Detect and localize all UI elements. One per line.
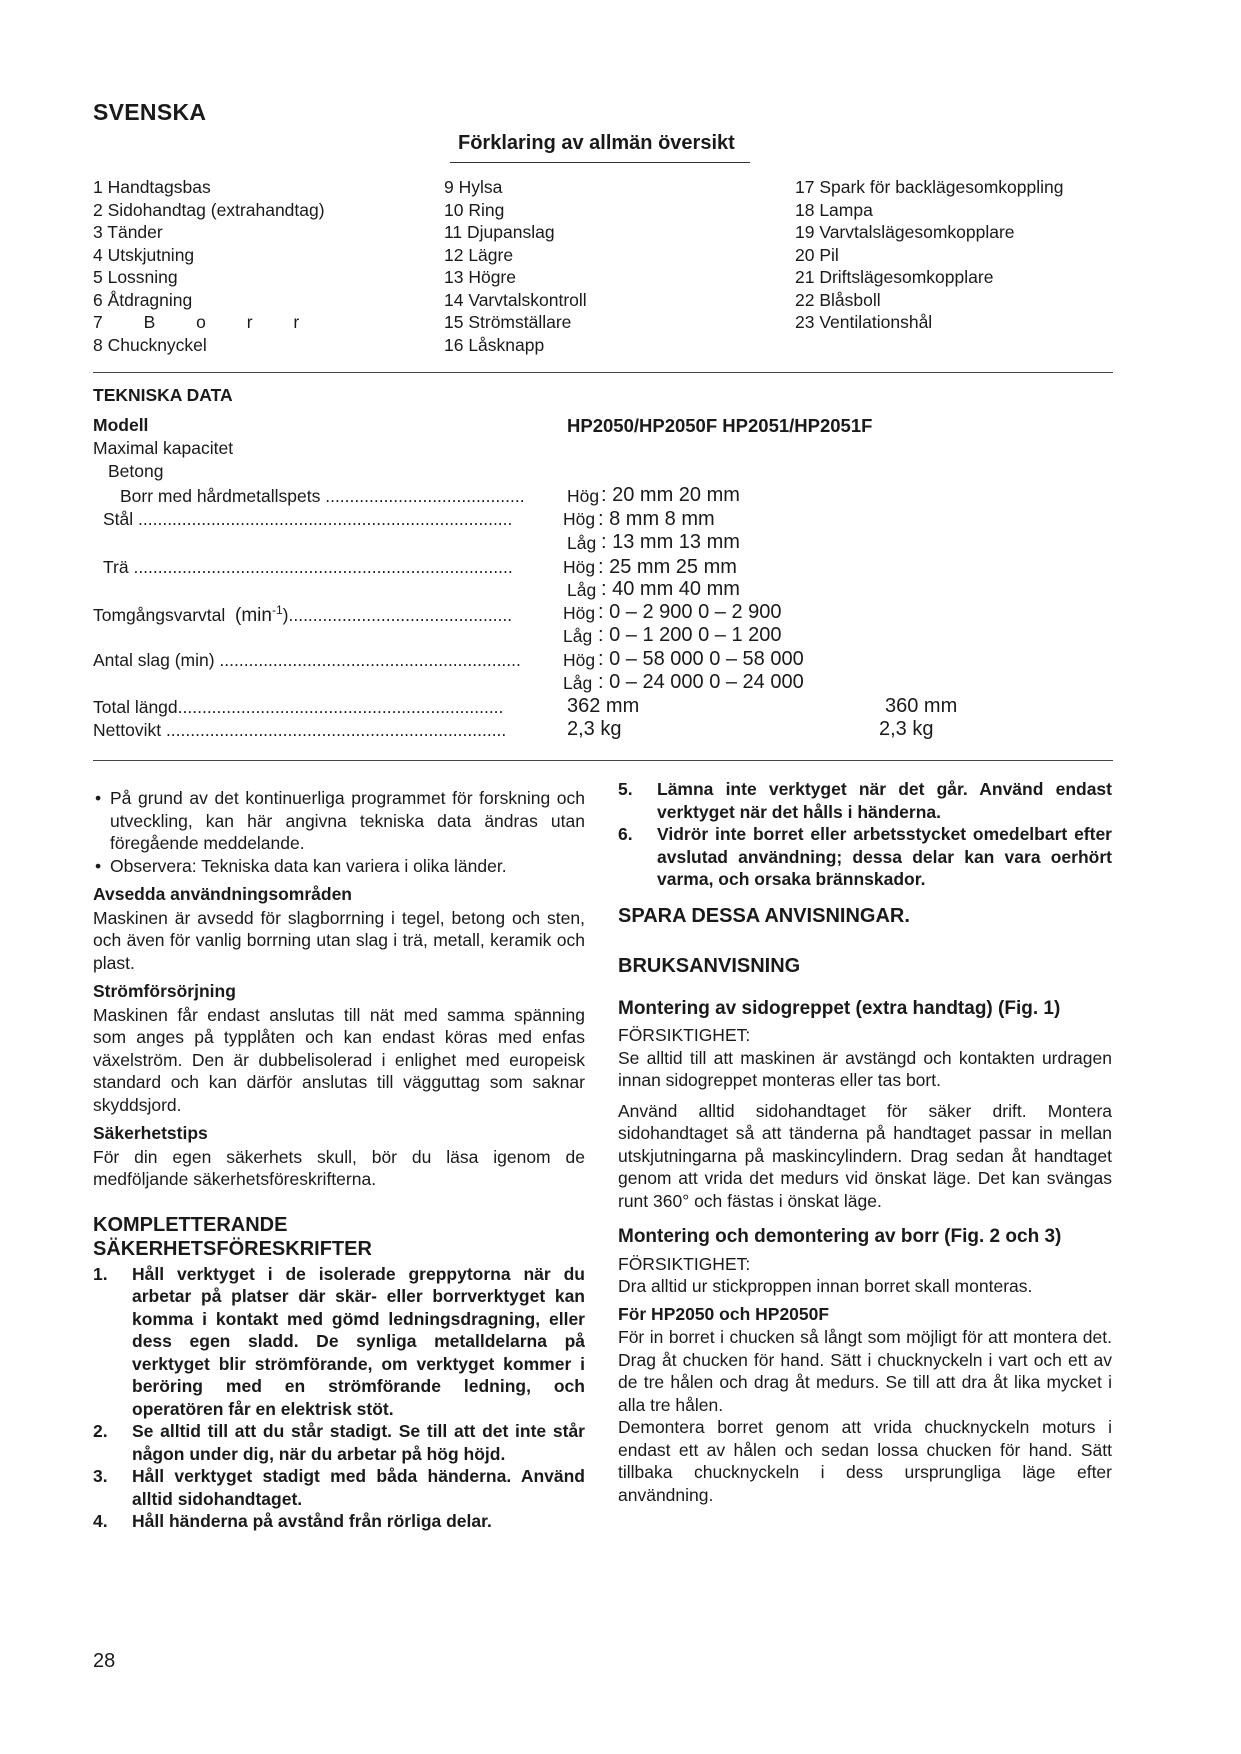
spec-label: Stål ............................................................................. (103, 509, 513, 529)
overview-item: 14 Varvtalskontroll (444, 289, 587, 310)
model-label: Modell (93, 415, 149, 435)
model-subheading: För HP2050 och HP2050F (618, 1303, 830, 1324)
overview-item: 20 Pil (795, 244, 839, 265)
spec-value: : 20 mm 20 mm (601, 484, 740, 506)
overview-item: 9 Hylsa (444, 177, 503, 197)
safety-rule: 6. Vidrör inte borret eller arbetsstycket omedelbart efter avslutad användning; dessa delar kan vara oerhört varma, och orsaka brännskador. (618, 824, 1112, 889)
overview-item: 4 Utskjutning (93, 244, 195, 265)
overview-item: 12 Lägre (444, 244, 514, 265)
bit-installation-title: Montering och demontering av borr (Fig. 2 och 3) (618, 1226, 1062, 1247)
spec-value: : 8 mm 8 mm (598, 508, 715, 530)
spec-mode: Hög (563, 650, 596, 670)
spec-value: 2,3 kg (879, 718, 934, 740)
spec-value: : 25 mm 25 mm (598, 556, 737, 578)
safety-rule: 5. Lämna inte verktyget när det går. Använd endast verktyget när det hålls i händerna. (618, 779, 1112, 822)
additional-safety-title: KOMPLETTERANDE SÄKERHETSFÖRESKRIFTER (93, 1213, 372, 1260)
spec-value: : 0 – 1 200 0 – 1 200 (598, 624, 782, 646)
spec-value: 362 mm (567, 695, 640, 717)
spec-value: : 40 mm 40 mm (601, 578, 740, 600)
divider (93, 760, 1113, 761)
overview-item: 7 B o r r (93, 312, 318, 332)
spec-mode: Låg (563, 626, 593, 646)
side-grip-title: Montering av sidogreppet (extra handtag) (Fig. 1) (618, 997, 1061, 1019)
safety-rule: 2. Se alltid till att du står stadigt. Se till att det inte står någon under dig, när du arbetar på hög höjd. (93, 1421, 585, 1464)
bullet-item: • På grund av det kontinuerliga programmet för forskning och utveckling, kan här angivna tekniska data ändras utan föregående meddelande. (93, 787, 585, 855)
overview-item: 10 Ring (444, 199, 505, 220)
safety-rules-list (93, 1263, 585, 1533)
spec-value: : 13 mm 13 mm (601, 531, 740, 553)
overview-item: 6 Åtdragning (93, 289, 193, 310)
bit-installation-text: För in borret i chucken så långt som möjligt för att montera det. Drag åt chucken för hand. Sätt i chucknyckeln i vart och ett av de tre hålen och drag åt medurs. Se till att dra åt lika mycket i alla tre hålen. (618, 1327, 1112, 1415)
overview-item: 5 Lossning (93, 267, 178, 287)
safety-tips-title: Säkerhetstips (93, 1123, 208, 1143)
overview-item: 16 Låsknapp (444, 334, 545, 355)
section-language-title: SVENSKA (93, 99, 207, 125)
bullet-item: • Observera: Tekniska data kan variera i olika länder. (93, 855, 585, 878)
spec-value: 2,3 kg (567, 718, 622, 740)
specs-heading: TEKNISKA DATA (93, 385, 233, 405)
spec-value: : 0 – 24 000 0 – 24 000 (598, 671, 804, 693)
spec-label: Antal slag (min) .............................................................. (93, 650, 521, 670)
spec-label: Tomgångsvarvtal $(\min^{-1})$.............................................. (93, 603, 513, 626)
spec-mode: Låg (567, 580, 597, 600)
overview-item: 19 Varvtalslägesomkopplare (795, 222, 1015, 242)
spec-label: Total längd................................................................... (93, 697, 504, 717)
save-instructions-heading: SPARA DESSA ANVISNINGAR. (618, 904, 910, 927)
spec-label: Trä .............................................................................. (103, 557, 513, 577)
safety-rule: 3. Håll verktyget stadigt med båda händerna. Använd alltid sidohandtaget. (93, 1466, 585, 1509)
overview-item: 11 Djupanslag (444, 222, 555, 242)
intended-use-text: Maskinen är avsedd för slagborrning i tegel, betong och sten, och även för vanlig borrning utan slag i trä, metall, keramik och plast. (93, 907, 585, 973)
safety-rule: 4. Håll händerna på avstånd från rörliga delar. (93, 1511, 492, 1531)
overview-item: 3 Tänder (93, 222, 163, 242)
overview-item: 15 Strömställare (444, 312, 572, 332)
overview-item: 18 Lampa (795, 199, 873, 220)
caution-text: Se alltid till att maskinen är avstängd och kontakten urdragen innan sidogreppet monteras eller tas bort. (618, 1047, 1112, 1090)
overview-item: 1 Handtagsbas (93, 177, 211, 197)
overview-item: 21 Driftslägesomkopplare (795, 267, 994, 287)
overview-item: 13 Högre (444, 267, 516, 287)
spec-mode: Hög (567, 486, 600, 506)
operation-instructions-heading: BRUKSANVISNING (618, 955, 801, 977)
spec-label: Borr med hårdmetallspets ......................................... (120, 486, 525, 506)
overview-item: 8 Chucknyckel (93, 334, 207, 355)
caution-text: Dra alltid ur stickproppen innan borret skall monteras. (618, 1276, 1033, 1296)
caution-label: FÖRSIKTIGHET: (618, 1253, 751, 1274)
spec-value: 360 mm (885, 695, 958, 717)
bit-removal-text: Demontera borret genom att vrida chucknyckeln moturs i endast ett av hålen och sedan lossa chucken för hand. Sätt tillbaka chucknyckeln i dess ursprungliga läge efter användning. (618, 1417, 1112, 1505)
spec-mode: Hög (563, 509, 596, 529)
power-supply-title: Strömförsörjning (93, 981, 236, 1001)
safety-tips-text: För din egen säkerhets skull, bör du läsa igenom de medföljande säkerhetsföreskrifterna. (93, 1146, 585, 1189)
spec-mode: Hög (563, 557, 596, 577)
overview-item: 2 Sidohandtag (extrahandtag) (93, 199, 325, 220)
model-value: HP2050/HP2050F HP2051/HP2051F (567, 415, 873, 436)
spec-label: Betong (108, 461, 164, 481)
overview-title: Förklaring av allmän översikt (458, 132, 735, 154)
overview-item: 22 Blåsboll (795, 289, 881, 310)
technical-specifications (0, 0, 1241, 760)
safety-rule: 1. Håll verktyget i de isolerade greppytorna när du arbetar på platser där skär- eller borrverktyget kan komma i kontakt med gömd ledningsdragning, eller dess egen sladd. De synliga metalldelarna på verktyget blir strömförande, om verktyget kommer i beröring med en strömförande ledning, och operatören får en elektrisk stöt. (93, 1263, 585, 1419)
spec-value: : 0 – 2 900 0 – 2 900 (598, 601, 782, 623)
page-number: 28 (93, 1650, 116, 1672)
spec-mode: Hög (563, 603, 596, 623)
power-supply-text: Maskinen får endast anslutas till nät med samma spänning som anges på typplåten och kan endast köras med enfas växelström. Den är dubbelisolerad i enlighet med europeisk standard och kan därför anslutas till vägguttag som saknar skyddsjord. (93, 1004, 585, 1115)
overview-item: 23 Ventilationshål (795, 312, 933, 332)
spec-mode: Låg (563, 673, 593, 693)
intended-use-title: Avsedda användningsområden (93, 884, 352, 904)
spec-value: : 0 – 58 000 0 – 58 000 (598, 648, 804, 670)
left-column (93, 787, 585, 1533)
right-column (618, 778, 1112, 1506)
caution-label: FÖRSIKTIGHET: (618, 1025, 751, 1045)
spec-label: Nettovikt ...................................................................... (93, 720, 507, 740)
overview-item: 17 Spark för backlägesomkoppling (795, 177, 1064, 197)
side-grip-text: Använd alltid sidohandtaget för säker drift. Montera sidohandtaget så att tänderna på handtaget passar in mellan utskjutningarna på maskincylindern. Drag sedan åt handtaget genom att vrida det medurs vid önskat läge. Det kan svängas runt 360° och fästas i önskat läge. (618, 1100, 1112, 1211)
spec-label: Maximal kapacitet (93, 438, 234, 458)
spec-mode: Låg (567, 533, 597, 553)
